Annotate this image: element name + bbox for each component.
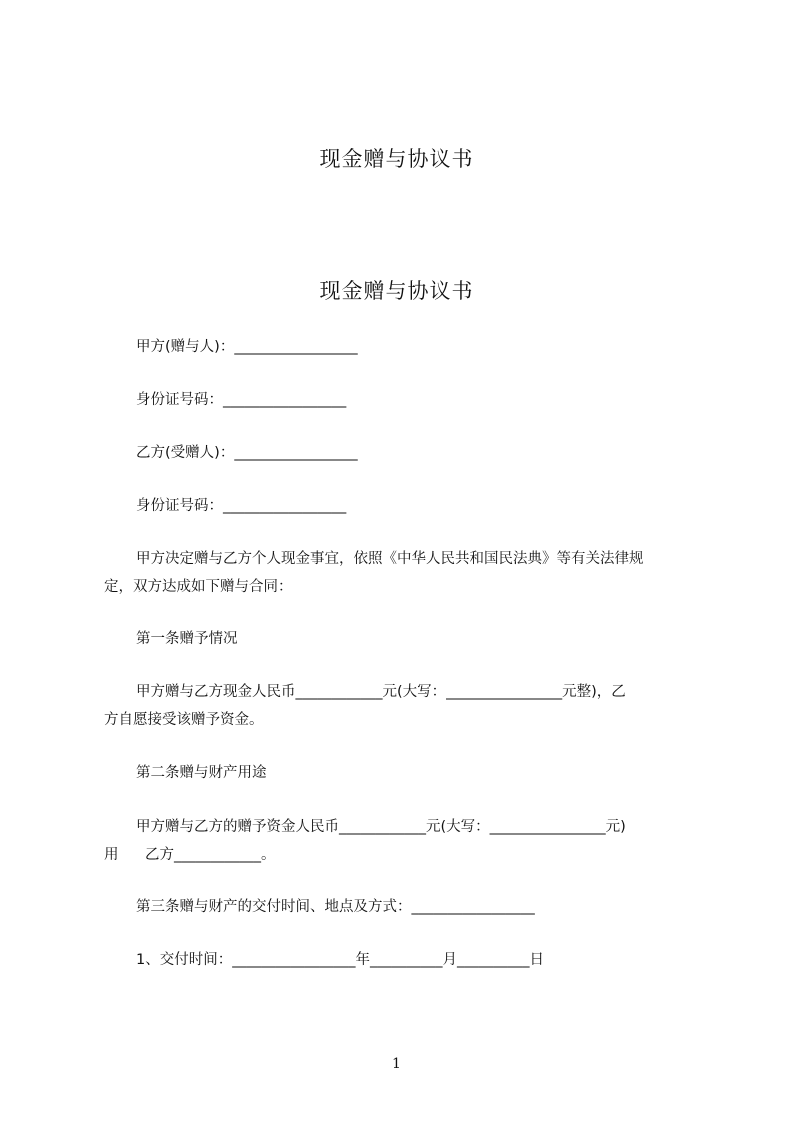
article-1-line-2: 方自愿接受该赠予资金。 — [104, 712, 264, 728]
party-a-field: 甲方(赠与人)：_________________ — [136, 339, 358, 355]
party-b-field: 乙方(受赠人)：_________________ — [136, 445, 358, 461]
page-number: 1 — [392, 1056, 401, 1072]
article-2-title: 第二条赠与财产用途 — [136, 765, 267, 781]
document-title: 现金赠与协议书 — [319, 279, 474, 303]
article-2-line-2a: 用 — [104, 847, 119, 863]
party-b-id-field: 身份证号码：_________________ — [136, 498, 347, 514]
article-1-title: 第一条赠予情况 — [136, 631, 238, 647]
party-a-id-field: 身份证号码：_________________ — [136, 392, 347, 408]
intro-line-2: 定，双方达成如下赠与合同： — [104, 579, 293, 595]
header-title: 现金赠与协议书 — [319, 147, 474, 171]
article-2-line-2b: 乙方____________。 — [145, 847, 276, 863]
article-2-line-1: 甲方赠与乙方的赠予资金人民币____________元(大写：________________元) — [136, 819, 626, 835]
intro-line-1: 甲方决定赠与乙方个人现金事宜，依照《中华人民共和国民法典》等有关法律规 — [136, 551, 644, 567]
article-3-title: 第三条赠与财产的交付时间、地点及方式：_________________ — [136, 899, 535, 915]
article-1-line-1: 甲方赠与乙方现金人民币____________元(大写：________________元整)，乙 — [136, 684, 626, 700]
delivery-time-field: 1、交付时间：_________________年__________月__________日 — [136, 952, 544, 968]
